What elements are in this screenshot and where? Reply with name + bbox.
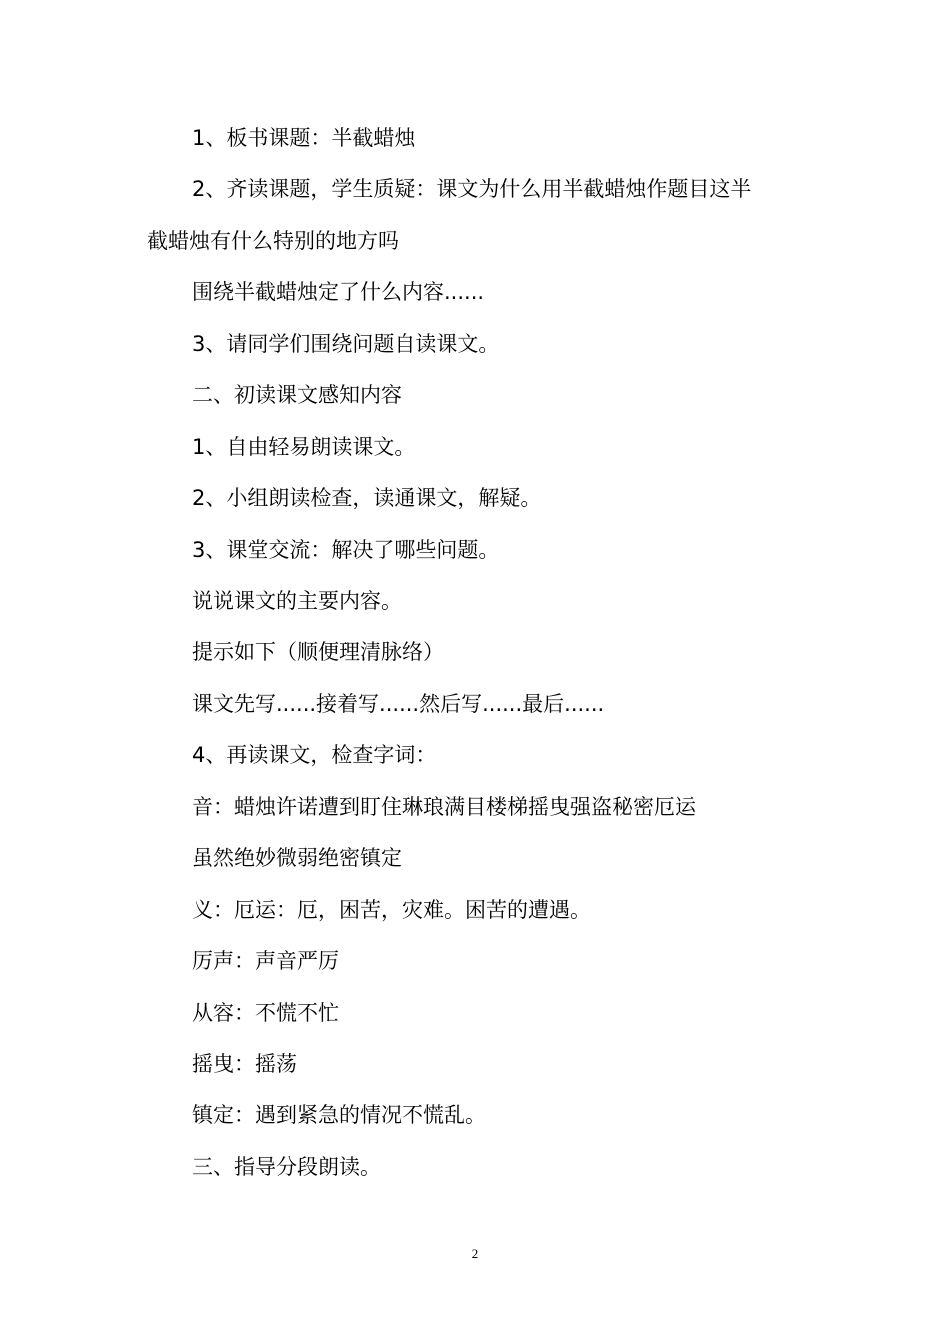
text-line: 厉声：声音严厉 <box>192 949 339 973</box>
text-line: 截蜡烛有什么特别的地方吗 <box>147 229 399 253</box>
page-number: 2 <box>471 1246 479 1261</box>
text-line: 1、板书课题：半截蜡烛 <box>192 126 416 150</box>
section-heading: 二、初读课文感知内容 <box>192 383 402 407</box>
text-line: 音：蜡烛许诺遭到盯住琳琅满目楼梯摇曳强盗秘密厄运 <box>192 795 696 819</box>
text-line: 4、再读课文，检查字词： <box>192 743 437 767</box>
text-line: 2、小组朗读检查，读通课文，解疑。 <box>192 486 542 510</box>
text-line: 从容：不慌不忙 <box>192 1001 339 1025</box>
text-line: 围绕半截蜡烛定了什么内容...... <box>192 280 485 304</box>
text-line: 义：厄运：厄，困苦，灾难。困苦的遭遇。 <box>192 898 591 922</box>
text-line: 说说课文的主要内容。 <box>192 589 402 613</box>
text-line: 课文先写......接着写......然后写......最后...... <box>192 692 605 716</box>
text-line: 3、请同学们围绕问题自读课文。 <box>192 332 500 356</box>
text-line: 镇定：遇到紧急的情况不慌乱。 <box>192 1103 486 1127</box>
text-line: 提示如下（顺便理清脉络） <box>192 640 444 664</box>
section-heading: 三、指导分段朗读。 <box>192 1155 381 1179</box>
text-line: 3、课堂交流：解决了哪些问题。 <box>192 538 500 562</box>
text-line: 1、自由轻易朗读课文。 <box>192 435 416 459</box>
text-line: 2、齐读课题，学生质疑：课文为什么用半截蜡烛作题目这半 <box>192 177 752 201</box>
text-line: 摇曳：摇荡 <box>192 1052 297 1076</box>
text-line: 虽然绝妙微弱绝密镇定 <box>192 846 402 870</box>
